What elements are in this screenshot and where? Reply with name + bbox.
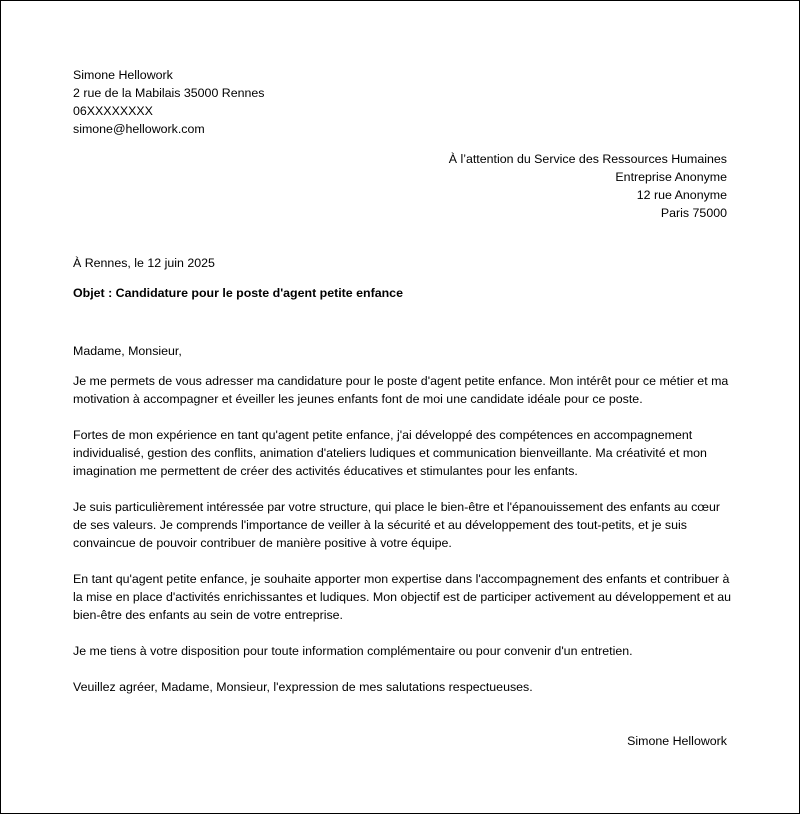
- recipient-street: 12 rue Anonyme: [636, 188, 727, 202]
- sender-name: Simone Hellowork: [73, 68, 173, 82]
- subject-line: Objet : Candidature pour le poste d'agent petite enfance: [73, 286, 403, 300]
- date-line: À Rennes, le 12 juin 2025: [73, 256, 215, 270]
- body-paragraph-2: Fortes de mon expérience en tant qu'agent petite enfance, j'ai développé des compétences en accompagnement individualisé, gestion des conflits, animation d'ateliers ludiques et communication bienveillante. Ma créativité et mon imagination me permettent de créer des activités éducatives et stimulantes pour les enfants.: [73, 428, 707, 478]
- recipient-attention: À l’attention du Service des Ressources Humaines: [448, 152, 727, 166]
- body-paragraph-4: En tant qu'agent petite enfance, je souhaite apporter mon expertise dans l'accompagnement des enfants et contribuer à la mise en place d'activités enrichissantes et ludiques. Mon objectif est de participer activement au développement et au bien-être des enfants au sein de votre entreprise.: [73, 572, 732, 622]
- sender-phone: 06XXXXXXXX: [73, 104, 153, 118]
- closing-formula: Veuillez agréer, Madame, Monsieur, l'expression de mes salutations respectueuses.: [73, 680, 533, 694]
- recipient-company: Entreprise Anonyme: [615, 170, 727, 184]
- sender-block: [73, 66, 265, 138]
- sender-email: simone@hellowork.com: [73, 122, 205, 136]
- sender-address: 2 rue de la Mabilais 35000 Rennes: [73, 86, 265, 100]
- body-paragraph-1: Je me permets de vous adresser ma candidature pour le poste d'agent petite enfance. Mon intérêt pour ce métier et ma motivation à accompagner et éveiller les jeunes enfants font de moi une candidate idéale pour ce poste.: [73, 374, 729, 406]
- signature: Simone Hellowork: [627, 734, 727, 748]
- recipient-city: Paris 75000: [660, 206, 727, 220]
- body-paragraph-3: Je suis particulièrement intéressée par votre structure, qui place le bien-être et l'épanouissement des enfants au cœur de ses valeurs. Je comprends l'importance de veiller à la sécurité et au développement des tout-petits, et je suis convaincue de pouvoir contribuer de manière positive à votre équipe.: [73, 500, 721, 550]
- body-paragraph-5: Je me tiens à votre disposition pour toute information complémentaire ou pour convenir d'un entretien.: [73, 644, 633, 658]
- recipient-block: [449, 150, 727, 222]
- salutation: Madame, Monsieur,: [73, 344, 182, 358]
